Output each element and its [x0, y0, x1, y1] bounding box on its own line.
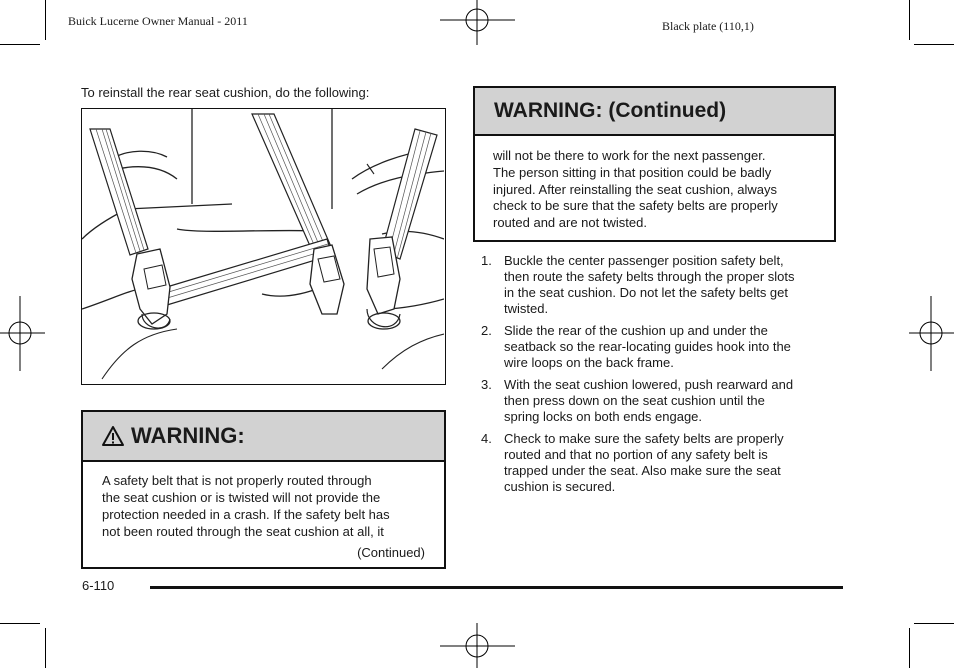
step-line: then press down on the seat cushion until the	[504, 393, 765, 408]
continued-label: (Continued)	[357, 545, 425, 560]
warning-continued-box	[473, 86, 836, 242]
step-number: 3.	[481, 377, 492, 392]
step-line: wire loops on the back frame.	[504, 355, 674, 370]
step-line: routed and that no portion of any safety belt is	[504, 447, 768, 462]
header-manual-title: Buick Lucerne Owner Manual - 2011	[68, 14, 248, 28]
crop-mark	[0, 44, 40, 45]
registration-mark-top	[440, 0, 515, 45]
warning-continued-header	[475, 88, 834, 136]
list-item	[481, 431, 837, 495]
step-list	[481, 253, 837, 501]
seat-belt-illustration	[81, 108, 446, 385]
warning-line: the seat cushion or is twisted will not provide the	[102, 490, 381, 505]
header-plate-label: Black plate (110,1)	[662, 19, 754, 33]
warning-continued-line: The person sitting in that position could be badly	[493, 164, 772, 180]
step-line: seatback so the rear-locating guides hook into the	[504, 339, 791, 354]
registration-mark-left	[0, 296, 45, 371]
list-item	[481, 253, 837, 317]
step-line: then route the safety belts through the proper slots	[504, 269, 795, 284]
warning-body	[83, 462, 444, 540]
step-number: 4.	[481, 431, 492, 446]
footer-rule	[150, 586, 843, 589]
intro-text: To reinstall the rear seat cushion, do the following:	[81, 85, 370, 100]
step-line: Slide the rear of the cushion up and under the	[504, 323, 768, 338]
step-line: spring locks on both ends engage.	[504, 409, 703, 424]
step-line: With the seat cushion lowered, push rearward and	[504, 377, 794, 392]
warning-continued-line: injured. After reinstalling the seat cushion, always	[493, 181, 777, 197]
warning-header	[83, 412, 444, 462]
crop-mark	[45, 628, 46, 668]
crop-mark	[909, 628, 910, 668]
list-item	[481, 377, 837, 425]
warning-title: WARNING:	[131, 423, 245, 448]
warning-triangle-icon	[101, 425, 125, 447]
crop-mark	[909, 0, 910, 40]
crop-mark	[0, 623, 40, 624]
step-line: Buckle the center passenger position safety belt,	[504, 253, 784, 268]
warning-line: not been routed through the seat cushion at all, it	[102, 524, 384, 539]
crop-mark	[914, 44, 954, 45]
warning-line: protection needed in a crash. If the safety belt has	[102, 507, 390, 522]
warning-continued-body	[475, 136, 834, 232]
warning-continued-line: check to be sure that the safety belts are properly	[493, 198, 778, 214]
warning-continued-title: WARNING: (Continued)	[494, 99, 727, 122]
crop-mark	[914, 623, 954, 624]
page-number: 6-110	[82, 578, 115, 593]
crop-mark	[45, 0, 46, 40]
step-line: cushion is secured.	[504, 479, 616, 494]
step-line: in the seat cushion. Do not let the safety belts get	[504, 285, 789, 300]
step-number: 1.	[481, 253, 492, 268]
list-item	[481, 323, 837, 371]
registration-mark-right	[909, 296, 954, 371]
step-line: trapped under the seat. Also make sure the seat	[504, 463, 781, 478]
step-line: Check to make sure the safety belts are properly	[504, 431, 784, 446]
step-line: twisted.	[504, 301, 549, 316]
warning-box	[81, 410, 446, 569]
step-number: 2.	[481, 323, 492, 338]
warning-line: A safety belt that is not properly routed through	[102, 473, 372, 488]
warning-continued-line: will not be there to work for the next passenger.	[493, 148, 766, 163]
warning-continued-line: routed and are not twisted.	[493, 215, 647, 231]
registration-mark-bottom	[440, 623, 515, 668]
